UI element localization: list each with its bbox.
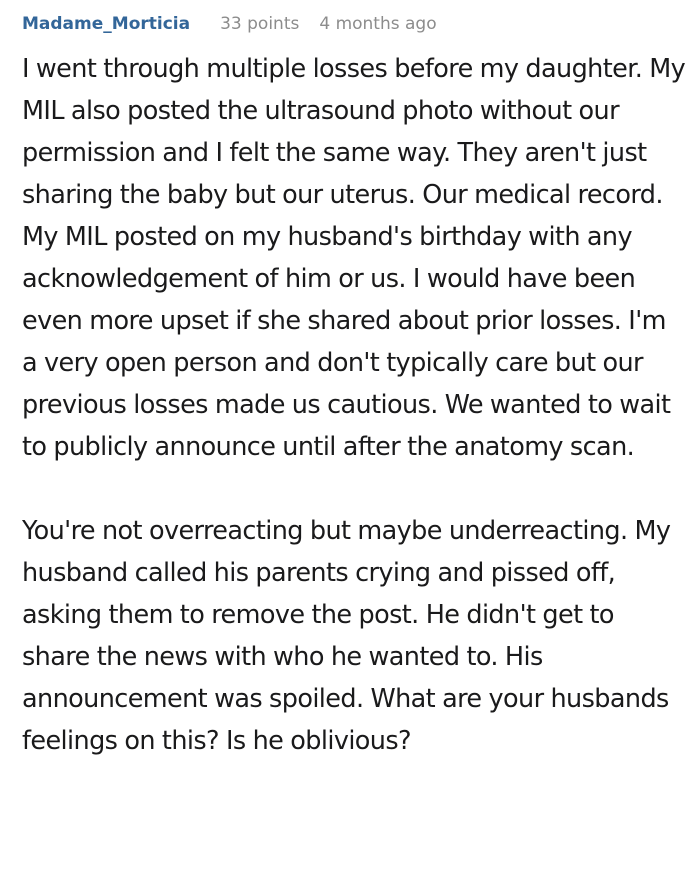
comment-author-link[interactable]: Madame_Morticia bbox=[22, 14, 191, 34]
comment-body bbox=[22, 48, 687, 762]
comment bbox=[22, 14, 687, 762]
comment-points: 33 points bbox=[220, 14, 300, 34]
comment-paragraph: I went through multiple losses before my daughter. My MIL also posted the ultrasound photo without our permission and I felt the same way. They aren't just sharing the baby but our uterus. Our medical record. My MIL posted on my husband's birthday with any acknowledgement of him or us. I would have been even more upset if she shared about prior losses. I'm a very open person and don't typically care but our previous losses made us cautious. We wanted to wait to publicly announce until after the anatomy scan. bbox=[22, 54, 686, 462]
comment-meta bbox=[22, 14, 687, 46]
comment-paragraph: You're not overreacting but maybe underreacting. My husband called his parents crying and pissed off, asking them to remove the post. He didn't get to share the news with who he wanted to. His announcement was spoiled. What are your husbands feelings on this? Is he oblivious? bbox=[22, 516, 671, 756]
comment-timestamp: 4 months ago bbox=[319, 14, 437, 34]
